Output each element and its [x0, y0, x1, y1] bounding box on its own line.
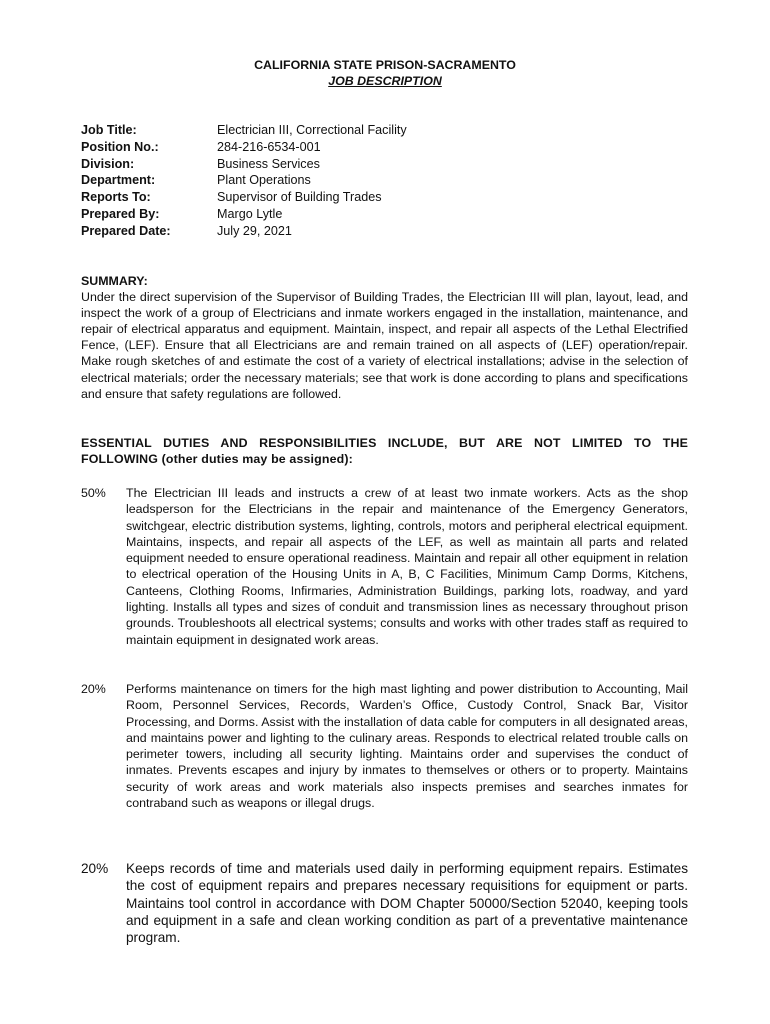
field-prepared-date — [81, 223, 701, 240]
duty-item — [81, 485, 688, 648]
document-subtitle: JOB DESCRIPTION — [328, 74, 442, 88]
duty-item — [81, 681, 688, 811]
document-header — [0, 57, 770, 89]
field-value: Plant Operations — [217, 173, 311, 188]
field-position-no — [81, 139, 701, 156]
field-job-title — [81, 122, 701, 139]
field-label: Division: — [81, 156, 135, 171]
summary-heading: SUMMARY: — [81, 274, 148, 288]
field-label: Job Title: — [81, 123, 137, 137]
job-info-fields — [81, 122, 701, 240]
field-department — [81, 172, 701, 189]
field-value: 284-216-6534-001 — [217, 139, 321, 154]
field-prepared-by — [81, 206, 701, 223]
duties-heading: ESSENTIAL DUTIES AND RESPONSIBILITIES INCLUDE, BUT ARE NOT LIMITED TO THE FOLLOWING (other duties may be assigned): — [81, 436, 688, 467]
duty-description: Keeps records of time and materials used daily in performing equipment repairs. Estimates the cost of equipment repairs and prepares necessary requisitions for equipment or parts. Maintains tool control in accordance with DOM Chapter 50000/Section 52040, keeping tools and equipment in a safe and clean working condition as part of a preventative maintenance program. — [126, 861, 688, 946]
field-reports-to — [81, 189, 701, 206]
field-label: Position No.: — [81, 139, 159, 154]
field-value: Electrician III, Correctional Facility — [217, 123, 407, 137]
field-value: Margo Lytle — [217, 206, 283, 221]
field-label: Prepared By: — [81, 206, 160, 221]
field-value: July 29, 2021 — [217, 223, 292, 238]
duty-percent: 50% — [81, 486, 106, 500]
organization-title: CALIFORNIA STATE PRISON-SACRAMENTO — [254, 58, 516, 72]
duty-description: Performs maintenance on timers for the high mast lighting and power distribution to Accounting, Mail Room, Personnel Services, Records, Warden’s Office, Custody Control, Snack Bar, Visitor Processing, and Dorms. Assist with the installation of data cable for computers in all designated areas, and maintains power and lighting to the culinary areas. Responds to electrical related trouble calls on perimeter towers, including all security lighting. Maintains order and supervises the conduct of inmates. Prevents escapes and injury by inmates to themselves or others or to property. Maintains security of work areas and work materials also inspects premises and searches inmates for contraband such as weapons or illegal drugs. — [126, 682, 688, 811]
duty-percent: 20% — [81, 682, 106, 696]
summary-text: Under the direct supervision of the Supervisor of Building Trades, the Electrician III will plan, layout, lead, and inspect the work of a group of Electricians and inmate workers engaged in the installation, maintenance, and repair of electrical apparatus and equipment. Maintain, inspect, and repair all aspects of the Lethal Electrified Fence, (LEF). Ensure that all Electricians are and remain trained on all aspects of (LEF) operation/repair. Make rough sketches of and estimate the cost of a variety of electrical installations; advise in the selection of electrical materials; order the necessary materials; see that work is done according to plans and specifications and ensure that safety regulations are followed. — [81, 290, 688, 401]
field-division — [81, 156, 701, 173]
summary-section — [81, 273, 688, 402]
field-label: Prepared Date: — [81, 223, 171, 238]
duty-description: The Electrician III leads and instructs a crew of at least two inmate workers. Acts as the shop leadsperson for the Electricians in the repair and maintenance of the Emergency Generators, switchgear, electric distribution systems, lighting, controls, motors and peripheral electrical equipment. Maintains, inspects, and repair all aspects of the LEF, as well as maintain all parts and related equipment needed to ensure operational readiness. Maintain and repair all other equipment in relation to electrical operation of the Housing Units in A, B, C Facilities, Minimum Camp Dorms, Kitchens, Canteens, Clothing Rooms, Infirmaries, Administration Buildings, parking lots, roadway, and yard lighting. Installs all types and sizes of conduit and transmission lines as necessary throughout prison grounds. Troubleshoots all electrical systems; consults and works with other trades staff as required to maintain equipment in designated work areas. — [126, 486, 688, 647]
duty-item — [81, 860, 688, 946]
field-value: Supervisor of Building Trades — [217, 190, 382, 205]
field-label: Reports To: — [81, 190, 151, 205]
field-value: Business Services — [217, 156, 320, 171]
duty-percent: 20% — [81, 861, 109, 876]
field-label: Department: — [81, 173, 156, 188]
